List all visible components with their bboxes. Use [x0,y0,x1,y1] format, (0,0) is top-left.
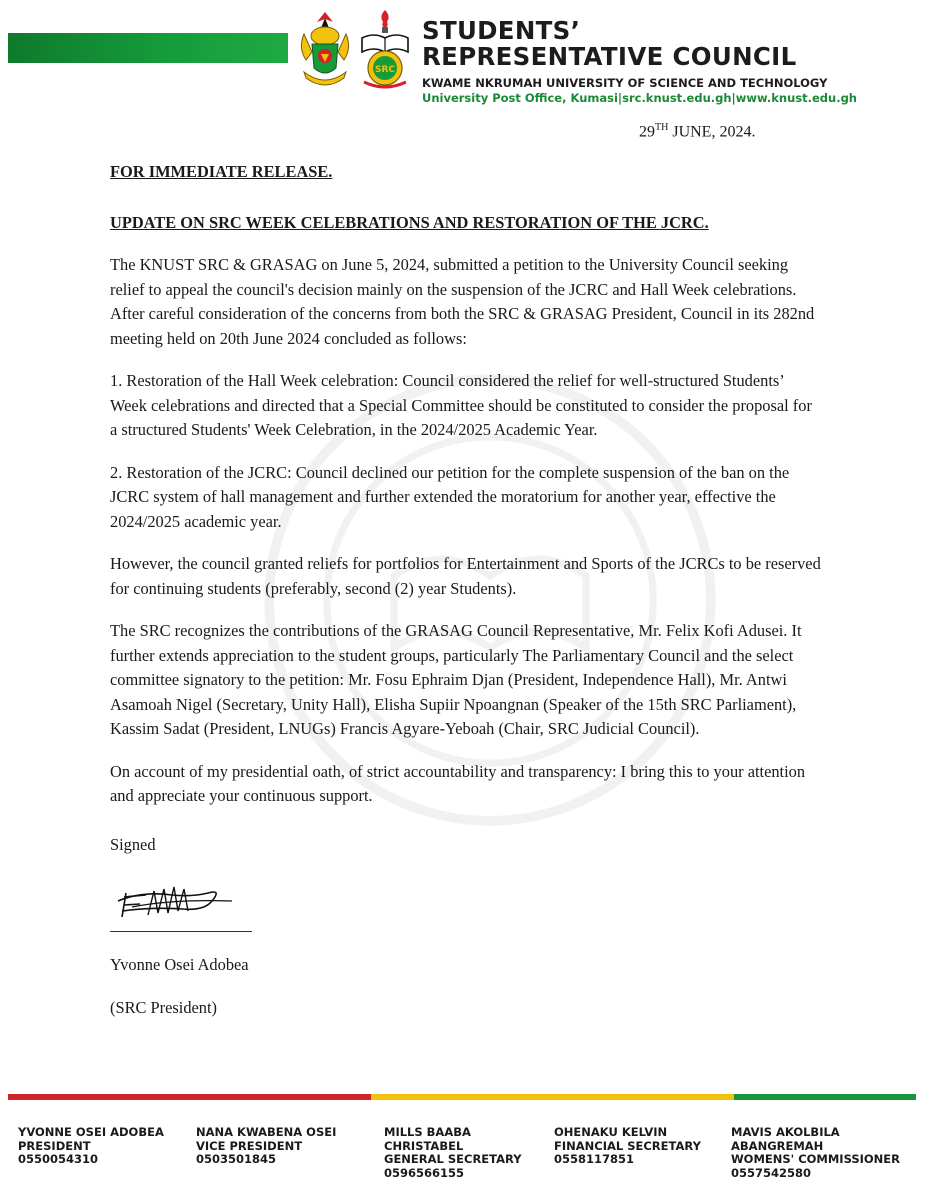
subject-heading: UPDATE ON SRC WEEK CELEBRATIONS AND RESTORATION OF THE JCRC. [110,212,709,232]
letter-body [110,160,822,1038]
officer-name: YVONNE OSEI ADOBEA [18,1125,164,1139]
officer-role: FINANCIAL SECRETARY [554,1138,701,1153]
date-month-year: JUNE, 2024. [668,123,756,141]
officer-phone: 0503501845 [196,1152,277,1166]
officer-phone: 0558117851 [554,1152,635,1166]
university-name: KWAME NKRUMAH UNIVERSITY OF SCIENCE AND TECHNOLOGY [422,76,828,90]
paragraph-appreciation: The SRC recognizes the contributions of the GRASAG Council Representative, Mr. Felix Kofi Adusei. It further extends appreciation to the student groups, particularly The Parliamentary Council and the select committee signatory to the petition: Mr. Fosu Ephraim Djan (President, Independence Hall), Mr. Antwi Asamoah Nigel (Secretary, Unity Hall), Elisha Supiir Npoangnan (Speaker of the 15th SRC Parliament), Kassim Sadat (President, LNUGs) Francis Agyare-Yeboah (Chair, SRC Judicial Council). [110,621,802,738]
officer-vice-president [196,1126,336,1167]
date-suffix: TH [655,122,669,133]
signed-label: Signed [110,834,156,854]
officer-name: OHENAKU KELVIN [554,1125,668,1139]
signature-line [110,931,252,932]
officer-phone: 0557542580 [731,1165,812,1180]
officers-footer [0,1126,932,1186]
officer-name: MILLS BAABA [384,1125,471,1139]
officer-phone: 0550054310 [18,1152,99,1166]
officer-general-secretary [384,1126,522,1180]
band-gold [371,1094,734,1100]
paragraph-reliefs: However, the council granted reliefs for portfolios for Entertainment and Sports of the JCRCs to be reserved for continuing students (preferably, second (2) year Students). [110,554,821,598]
signatory-title: (SRC President) [110,997,217,1017]
paragraph-jcrc: 2. Restoration of the JCRC: Council declined our petition for the complete suspension of the ban on the JCRC system of hall management and further extended the moratorium for another year, effective the 2024/2025 academic year. [110,462,790,531]
officer-womens-commissioner [731,1126,900,1180]
letterhead-green-bar [8,33,288,63]
officer-phone: 0596566155 [384,1165,465,1180]
signature-block [110,871,822,939]
officer-role: GENERAL SECRETARY [384,1152,522,1166]
contact-address: University Post Office, Kumasi|src.knust.edu.gh|www.knust.edu.gh [422,91,857,105]
officer-role: PRESIDENT [18,1138,91,1153]
officer-name-line2: ABANGREMAH [731,1138,824,1153]
org-title-line1: STUDENTS’ [422,16,581,45]
release-heading: FOR IMMEDIATE RELEASE. [110,162,333,181]
officer-name: NANA KWABENA OSEI [196,1125,337,1139]
officer-president [18,1126,164,1167]
org-title-line2: REPRESENTATIVE COUNCIL [422,42,797,71]
officer-role: WOMENS' COMMISSIONER [731,1152,901,1166]
band-green [734,1094,916,1100]
letter-date [639,122,755,141]
officer-role: VICE PRESIDENT [196,1138,303,1153]
officer-name: MAVIS AKOLBILA [731,1125,840,1139]
src-logo-icon [356,8,414,90]
signatory-name: Yvonne Osei Adobea [110,955,249,974]
footer-color-band [8,1094,916,1100]
src-logo-text: SRC [374,65,396,75]
knust-crest-icon [296,8,354,90]
paragraph-intro: The KNUST SRC & GRASAG on June 5, 2024, submitted a petition to the University Council seeking relief to appeal the council's decision mainly on the suspension of the JCRC and Hall Week celebrations. After careful consideration of the concerns from both the SRC & GRASAG President, Council in its 282nd meeting held on 20th June 2024 concluded as follows: [110,255,815,348]
band-red [8,1094,371,1100]
handwritten-signature [112,871,262,931]
officer-name-line2: CHRISTABEL [384,1138,464,1153]
letterhead-text [422,18,857,105]
paragraph-closing: On account of my presidential oath, of strict accountability and transparency: I bring this to your attention and appreciate your continuous support. [110,761,806,805]
paragraph-hall-week: 1. Restoration of the Hall Week celebration: Council considered the relief for well-structured Students’ Week celebrations and directed that a Special Committee should be constituted to consider the proposal for a structured Students' Week Celebration, in the 2024/2025 Academic Year. [110,371,812,439]
date-day: 29 [639,123,655,141]
officer-financial-secretary [554,1126,701,1167]
